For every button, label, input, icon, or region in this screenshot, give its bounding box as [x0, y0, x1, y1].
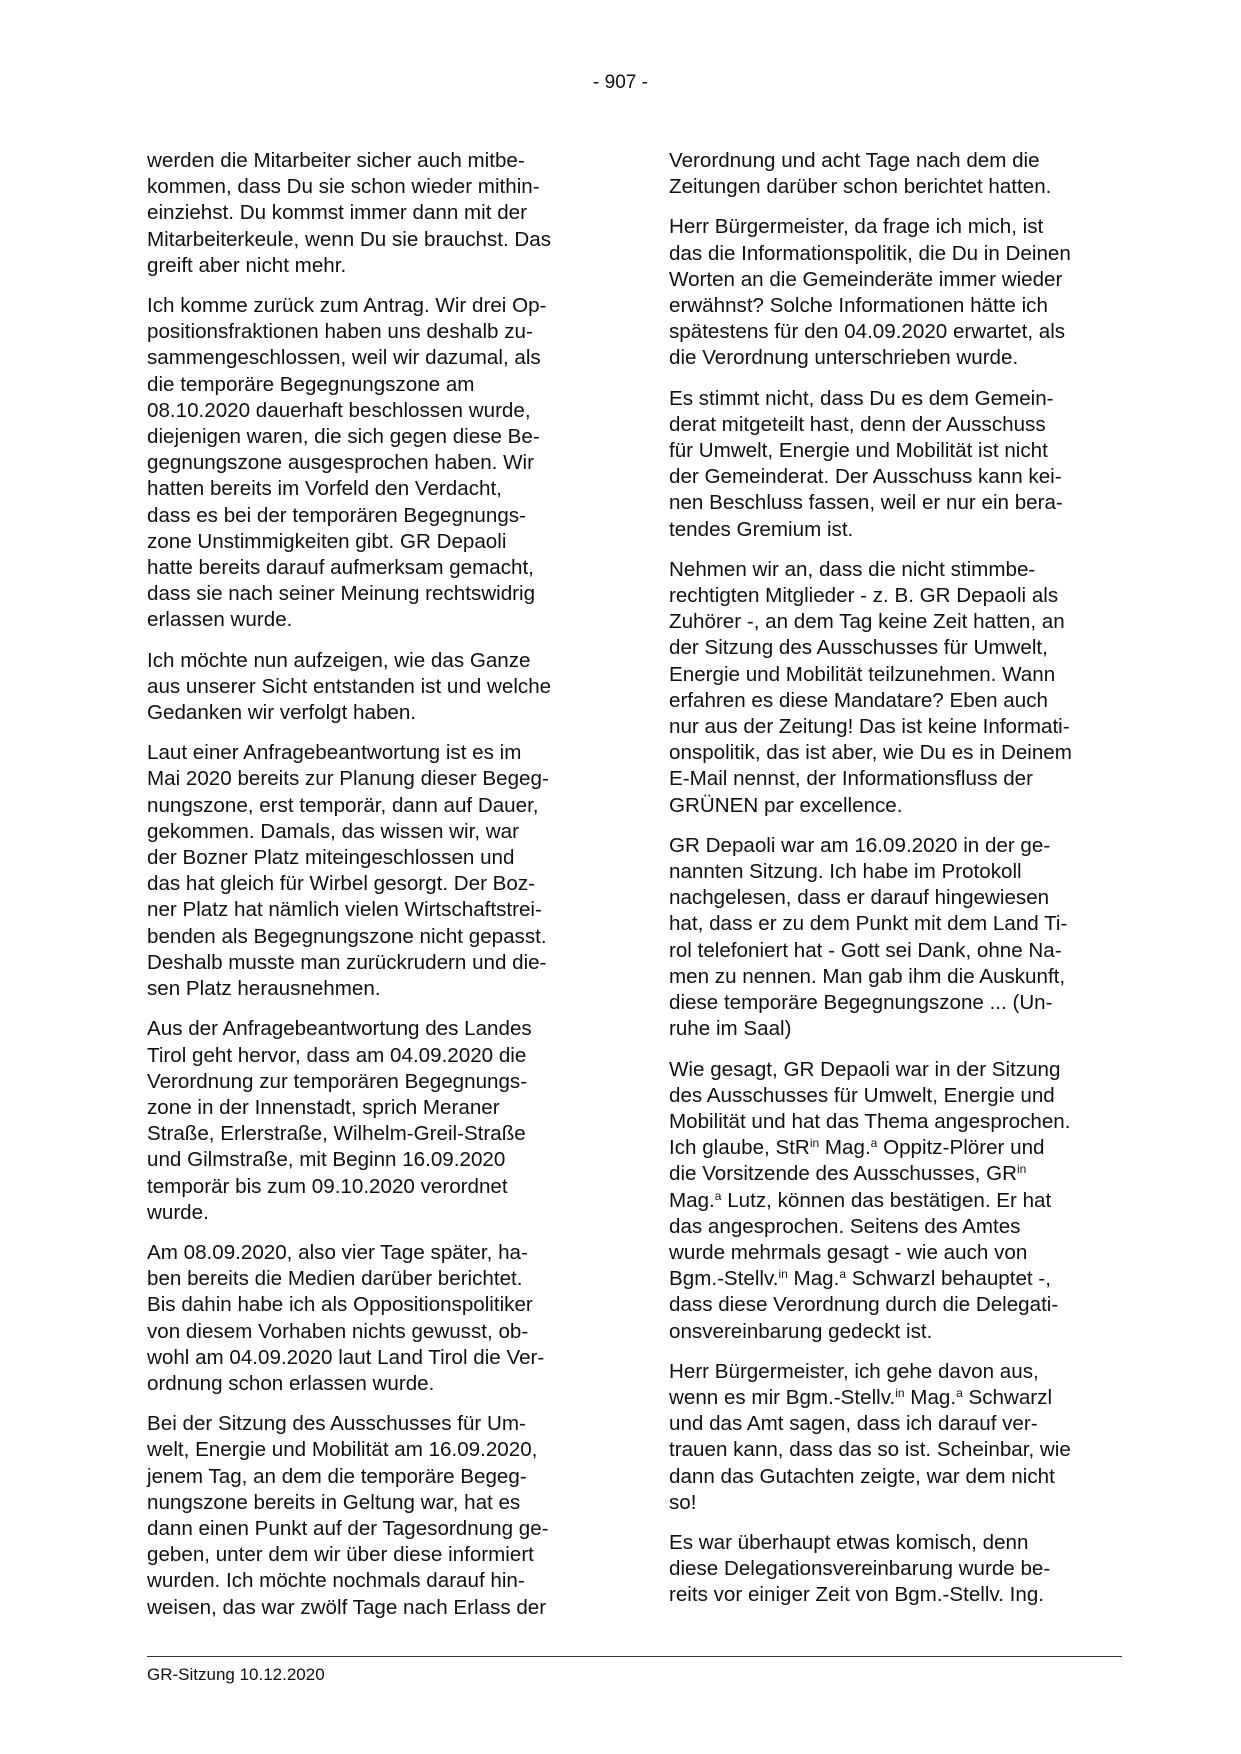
text-run: Oppitz-Plörer und die Vorsitzende des Ausschusses, GR [669, 1136, 1045, 1186]
superscript: in [1017, 1162, 1027, 1177]
superscript: in [778, 1267, 788, 1282]
text-run: Mag. [819, 1136, 871, 1160]
paragraph [669, 1359, 1121, 1516]
superscript: a [956, 1385, 963, 1400]
paragraph: Es war überhaupt etwas komisch, denn diese Delegationsvereinbarung wurde be- reits vor einiger Zeit von Bgm.-Stellv. Ing. [669, 1530, 1051, 1607]
footer-divider [147, 1656, 1122, 1657]
text-run: Lutz, können das bestätigen. Er hat das angesprochen. Seitens des Amtes wurde mehrmals gesagt - wie auch von Bgm.-Stellv. [669, 1188, 1052, 1291]
paragraph: Nehmen wir an, dass die nicht stimmbe- rechtigten Mitglieder - z. B. GR Depaoli als Zuhörer -, an dem Tag keine Zeit hatten, an der Sitzung des Ausschusses für Umwelt, Energie und Mobilität teilzunehmen. Wann erfahren es diese Mandatare? Eben auch nur aus der Zeitung! Das ist keine Informati- onspolitik, das ist aber, wie Du es in Deinem E-Mail nennst, der Informationsfluss der GRÜNEN par excellence. [669, 557, 1072, 817]
text-run: Mag. [904, 1385, 957, 1409]
paragraph: Laut einer Anfragebeantwortung ist es im Mai 2020 bereits zur Planung dieser Begeg- nungszone, erst temporär, dann auf Dauer, gekommen. Damals, das wissen wir, war der Bozner Platz miteingeschlossen und das hat gleich für Wirbel gesorgt. Der Boz- ner Platz hat nämlich vielen Wirtschaftstrei- benden als Begegnungszone nicht gepasst. Deshalb musste man zurückrudern und die- sen Platz herausnehmen. [147, 741, 549, 1001]
text-run: Herr Bürgermeister, ich gehe davon aus, wenn es mir Bgm.-Stellv. [669, 1359, 1039, 1409]
paragraph: Bei der Sitzung des Ausschusses für Um- welt, Energie und Mobilität am 16.09.2020, jenem Tag, an dem die temporäre Begeg- nungszone bereits in Geltung war, hat es dann einen Punkt auf der Tagesordnung ge- geben, unter dem wir über diese informiert wurden. Ich möchte nochmals darauf hin- weisen, das war zwölf Tage nach Erlass der [147, 1412, 549, 1619]
paragraph: Herr Bürgermeister, da frage ich mich, ist das die Informationspolitik, die Du in Deinen Worten an die Gemeinderäte immer wieder erwähnst? Solche Informationen hätte ich spätestens für den 04.09.2020 erwartet, als die Verordnung unterschrieben wurde. [669, 215, 1071, 370]
paragraph: Ich komme zurück zum Antrag. Wir drei Op- positionsfraktionen haben uns deshalb zu- sammengeschlossen, weil wir dazumal, als die temporäre Begegnungszone am 08.10.2020 dauerhaft beschlossen wurde, diejenigen waren, die sich gegen diese Be- gegnungszone ausgesprochen haben. Wir hatten bereits im Vorfeld den Verdacht, dass es bei der temporären Begegnungs- zone Unstimmigkeiten gibt. GR Depaoli hatte bereits darauf aufmerksam gemacht, dass sie nach seiner Meinung rechtswidrig erlassen wurde. [147, 294, 547, 632]
paragraph: Es stimmt nicht, dass Du es dem Gemein- derat mitgeteilt hast, denn der Ausschuss für Umwelt, Energie und Mobilität ist nicht der Gemeinderat. Der Ausschuss kann kei- nen Beschluss fassen, weil er nur ein bera- tendes Gremium ist. [669, 386, 1063, 541]
superscript: a [870, 1136, 878, 1151]
superscript: in [895, 1385, 905, 1400]
text-run: Schwarzl behauptet -, dass diese Verordnung durch die Delegati- onsvereinbarung gedeckt ist. [669, 1267, 1059, 1343]
right-column [669, 148, 1121, 1623]
text-run: Schwarzl und das Amt sagen, dass ich darauf ver- trauen kann, dass das so ist. Scheinbar, wie dann das Gutachten zeigte, war dem nicht so! [669, 1385, 1071, 1514]
text-run: Mag. [787, 1267, 840, 1291]
left-column [147, 148, 599, 1635]
page-number: - 907 - [593, 72, 648, 93]
text-run: Wie gesagt, GR Depaoli war in der Sitzung des Ausschusses für Umwelt, Energie und Mobilität und hat das Thema angesprochen. Ich glaube, StR [669, 1057, 1071, 1160]
text-run: Mag. [669, 1188, 715, 1212]
paragraph: Am 08.09.2020, also vier Tage später, ha- ben bereits die Medien darüber berichtet. Bis dahin habe ich als Oppositionspolitiker von diesem Vorhaben nichts gewusst, ob- wohl am 04.09.2020 laut Land Tirol die Ver- ordnung schon erlassen wurde. [147, 1240, 545, 1395]
paragraph [669, 1057, 1121, 1345]
paragraph: GR Depaoli war am 16.09.2020 in der ge- nannten Sitzung. Ich habe im Protokoll nachgelesen, dass er darauf hingewiesen hat, dass er zu dem Punkt mit dem Land Ti- rol telefoniert hat - Gott sei Dank, ohne Na- men zu nennen. Man gab ihm die Auskunft, diese temporäre Begegnungszone ... (Un- ruhe im Saal) [669, 833, 1068, 1041]
superscript: a [839, 1267, 847, 1282]
paragraph: Aus der Anfragebeantwortung des Landes Tirol geht hervor, dass am 04.09.2020 die Verordnung zur temporären Begegnungs- zone in der Innenstadt, sprich Meraner Straße, Erlerstraße, Wilhelm-Greil-Straße und Gilmstraße, mit Beginn 16.09.2020 temporär bis zum 09.10.2020 verordnet wurde. [147, 1017, 532, 1224]
footer-session-date: GR-Sitzung 10.12.2020 [147, 1665, 325, 1684]
paragraph: werden die Mitarbeiter sicher auch mitbe- kommen, dass Du sie schon wieder mithin- einziehst. Du kommst immer dann mit der Mitarbeiterkeule, wenn Du sie brauchst. Das greift aber nicht mehr. [147, 149, 552, 277]
superscript: in [809, 1136, 820, 1151]
paragraph: Ich möchte nun aufzeigen, wie das Ganze aus unserer Sicht entstanden ist und welche Gedanken wir verfolgt haben. [147, 648, 552, 725]
paragraph: Verordnung und acht Tage nach dem die Zeitungen darüber schon berichtet hatten. [669, 149, 1052, 199]
superscript: a [714, 1188, 722, 1203]
